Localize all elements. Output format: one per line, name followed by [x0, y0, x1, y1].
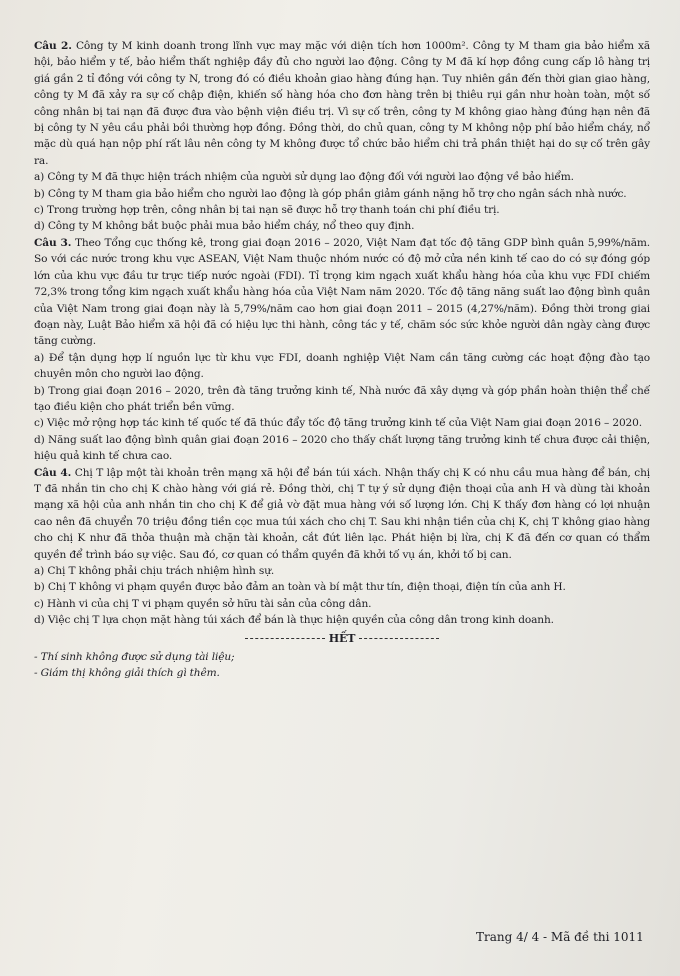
question-3-option-a: a) Để tận dụng hợp lí nguồn lực từ khu vực FDI, doanh nghiệp Việt Nam cần tăng cường các hoạt động đào tạo chuyên môn cho người lao động.: [34, 351, 650, 381]
question-4-option-b: b) Chị T không vi phạm quyền được bảo đảm an toàn và bí mật thư tín, điện thoại, điện tín của anh H.: [34, 581, 566, 594]
exam-notes: [34, 649, 650, 682]
question-3-option-c: c) Việc mở rộng hợp tác kinh tế quốc tế đã thúc đẩy tốc độ tăng trưởng kinh tế của Việt Nam giai đoạn 2016 – 2020.: [34, 417, 642, 430]
question-3: [34, 235, 650, 350]
question-4-option-a: a) Chị T không phải chịu trách nhiệm hình sự.: [34, 565, 275, 577]
question-2: [34, 38, 650, 169]
exam-content: [34, 38, 650, 682]
question-4-title: Câu 4.: [34, 466, 72, 479]
question-3-option-d: d) Năng suất lao động bình quân giai đoạn 2016 – 2020 cho thấy chất lượng tăng trưởng kinh tế chưa được cải thiện, hiệu quả kinh tế chưa cao.: [34, 433, 650, 463]
page-footer: Trang 4/ 4 - Mã đề thi 1011: [476, 930, 644, 944]
question-2-option-c: c) Trong trường hợp trên, công nhân bị tai nạn sẽ được hỗ trợ thanh toán chi phí điều trị.: [34, 204, 500, 217]
end-label: HẾT: [328, 631, 356, 645]
question-2-stem: Công ty M kinh doanh trong lĩnh vực may mặc với diện tích hơn 1000m². Công ty M tham gia bảo hiểm xã hội, bảo hiểm y tế, bảo hiểm thất nghiệp đầy đủ cho người lao động. Công ty M đã kí hợp đồng cung cấp lô hàng trị giá gần 2 tỉ đồng với công ty N, trong đó có điều khoản giao hàng đúng hạn. Tuy nhiên gần đến thời gian giao hàng, công ty M đã xảy ra sự cố chập điện, khiến số hàng hóa cho đơn hàng trên bị thiêu rụi gần như hoàn toàn, một số công nhân bị tai nạn đã được đưa vào bệnh viện điều trị. Vì sự cố trên, công ty M không giao hàng đúng hạn nên đã bị công ty N yêu cầu phải bồi thường hợp đồng. Đồng thời, do chủ quan, công ty M không nộp phí bảo hiểm cháy, nổ mặc dù quá hạn nộp phí rất lâu nên công ty M không được tổ chức bảo hiểm chi trả phần thiệt hại do sự cố trên gây ra.: [34, 40, 650, 167]
question-4-option-c: c) Hành vi của chị T vi phạm quyền sở hữu tài sản của công dân.: [34, 597, 372, 610]
question-3-stem: Theo Tổng cục thống kê, trong giai đoạn 2016 – 2020, Việt Nam đạt tốc độ tăng GDP bình quân 5,99%/năm. So với các nước trong khu vực ASEAN, Việt Nam thuộc nhóm nước có độ mở cửa nền kinh tế cao do có sự đóng góp lớn của khu vực đầu tư trực tiếp nước ngoài (FDI). Tỉ trọng kim ngạch xuất khẩu hàng hóa của khu vực FDI chiếm 72,3% trong tổng kim ngạch xuất khẩu hàng hóa của Việt Nam năm 2020. Tốc độ tăng năng suất lao động bình quân của Việt Nam trong giai đoạn này là 5,79%/năm cao hơn giai đoạn 2011 – 2015 (4,27%/năm). Đồng thời trong giai đoạn này, Luật Bảo hiểm xã hội đã có hiệu lực thi hành, công tác y tế, chăm sóc sức khỏe người dân ngày càng được tăng cường.: [34, 236, 651, 348]
note-no-materials: - Thí sinh không được sử dụng tài liệu;: [34, 651, 235, 664]
end-divider: [34, 631, 650, 647]
note-no-explanation: - Giám thị không giải thích gì thêm.: [34, 667, 220, 680]
question-4-stem: Chị T lập một tài khoản trên mạng xã hội để bán túi xách. Nhận thấy chị K có nhu cầu mua hàng để bán, chị T đã nhắn tin cho chị K chào hàng với giá rẻ. Đồng thời, chị T tự ý sử dụng điện thoại của anh H và dùng tài khoản mạng xã hội của anh nhắn tin cho chị K để giả vờ đặt mua hàng với số lượng lớn. Chị K thấy đơn hàng có lợi nhuận cao nên đã chuyển 70 triệu đồng tiền cọc mua túi xách cho chị T. Sau khi nhận tiền của chị K, chị T không giao hàng cho chị K như đã thỏa thuận mà chặn tài khoản, cắt đứt liên lạc. Phát hiện bị lừa, chị K đã đến cơ quan có thẩm quyền để trình báo sự việc. Sau đó, cơ quan có thẩm quyền đã khởi tố vụ án, khởi tố bị can.: [34, 466, 650, 561]
question-2-option-b: b) Công ty M tham gia bảo hiểm cho người lao động là góp phần giảm gánh nặng hỗ trợ cho ngân sách nhà nước.: [34, 187, 627, 200]
question-4-option-d: d) Việc chị T lựa chọn mặt hàng túi xách để bán là thực hiện quyền của công dân trong kinh doanh.: [34, 614, 554, 627]
question-3-title: Câu 3.: [34, 236, 72, 249]
divider-rule-left: [245, 638, 325, 639]
question-4: [34, 465, 650, 563]
question-2-title: Câu 2.: [34, 40, 72, 52]
question-2-option-d: d) Công ty M không bắt buộc phải mua bảo hiểm cháy, nổ theo quy định.: [34, 220, 415, 233]
question-3-option-b: b) Trong giai đoạn 2016 – 2020, trên đà tăng trưởng kinh tế, Nhà nước đã xây dựng và góp phần hoàn thiện thể chế tạo điều kiện cho phát triển bền vững.: [34, 384, 650, 413]
question-2-option-a: a) Công ty M đã thực hiện trách nhiệm của người sử dụng lao động đối với người lao động về bảo hiểm.: [34, 171, 574, 184]
divider-rule-right: [359, 638, 439, 639]
